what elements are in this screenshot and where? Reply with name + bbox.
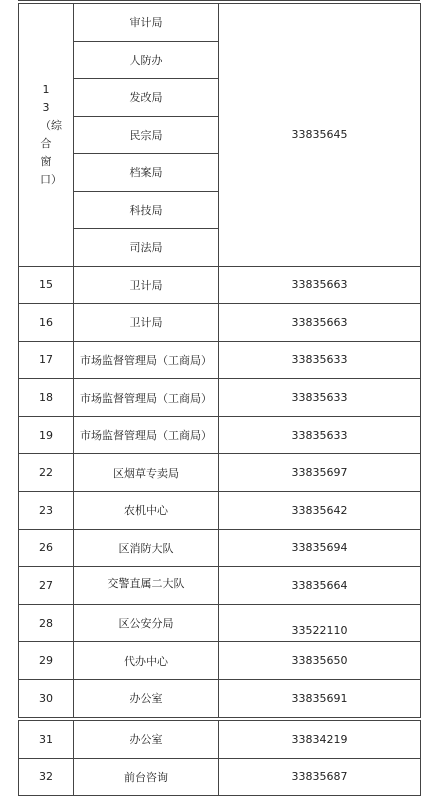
phone-cell: 33835642: [219, 492, 421, 530]
department-cell: 民宗局: [74, 116, 219, 154]
table-row: [19, 642, 421, 680]
table-row: [19, 567, 421, 605]
table-row: [19, 304, 421, 342]
table-row: [19, 416, 421, 454]
table-row: [19, 379, 421, 417]
department-cell: 办公室: [74, 721, 219, 759]
department-cell: 农机中心: [74, 492, 219, 530]
window-number: 30: [19, 680, 74, 718]
department-cell: 办公室: [74, 680, 219, 718]
phone-cell: 33835645: [219, 4, 421, 267]
department-cell: 市场监督管理局（工商局）: [74, 341, 219, 379]
department-cell: 区公安分局: [74, 604, 219, 642]
department-cell: 区消防大队: [74, 529, 219, 567]
phone-cell: 33835691: [219, 680, 421, 718]
department-cell: 审计局: [74, 4, 219, 42]
phone-cell: 33835697: [219, 454, 421, 492]
table-row: [19, 4, 421, 42]
window-number: 28: [19, 604, 74, 642]
window-number: 13（综合窗口）: [40, 82, 62, 186]
table-row: [19, 758, 421, 796]
table-row: [19, 492, 421, 530]
phone-cell: 33835650: [219, 642, 421, 680]
window-number: 22: [19, 454, 74, 492]
department-cell: 档案局: [74, 154, 219, 192]
window-number-cell: [19, 4, 74, 267]
window-number: 26: [19, 529, 74, 567]
department-cell: 交警直属二大队: [74, 567, 219, 605]
department-cell: 代办中心: [74, 642, 219, 680]
window-number: 23: [19, 492, 74, 530]
department-cell: 卫计局: [74, 304, 219, 342]
window-phone-table-continued: [18, 720, 421, 796]
department-cell: 区烟草专卖局: [74, 454, 219, 492]
department-cell: 前台咨询: [74, 758, 219, 796]
table-row: [19, 604, 421, 642]
window-number: 29: [19, 642, 74, 680]
phone-cell: 33835663: [219, 266, 421, 304]
department-cell: 市场监督管理局（工商局）: [74, 416, 219, 454]
window-phone-table: [18, 3, 421, 718]
window-number: 18: [19, 379, 74, 417]
phone-cell: 33835633: [219, 379, 421, 417]
department-cell: 人防办: [74, 41, 219, 79]
department-cell: 司法局: [74, 229, 219, 267]
window-number: 15: [19, 266, 74, 304]
phone-cell: 33835694: [219, 529, 421, 567]
table-row: [19, 341, 421, 379]
phone-cell: 33834219: [219, 721, 421, 759]
top-border: [18, 0, 420, 1]
table-row: [19, 266, 421, 304]
phone-cell: 33835687: [219, 758, 421, 796]
table-row: [19, 721, 421, 759]
window-number: 32: [19, 758, 74, 796]
phone-cell: 33835633: [219, 416, 421, 454]
window-number: 19: [19, 416, 74, 454]
phone-cell: 33835663: [219, 304, 421, 342]
table-row: [19, 680, 421, 718]
window-number: 17: [19, 341, 74, 379]
window-number: 16: [19, 304, 74, 342]
department-cell: 市场监督管理局（工商局）: [74, 379, 219, 417]
table-row: [19, 529, 421, 567]
department-cell: 卫计局: [74, 266, 219, 304]
department-cell: 科技局: [74, 191, 219, 229]
window-number: 31: [19, 721, 74, 759]
department-cell: 发改局: [74, 79, 219, 117]
phone-cell: 33522110: [219, 604, 421, 642]
table-row: [19, 454, 421, 492]
phone-cell: 33835664: [219, 567, 421, 605]
phone-cell: 33835633: [219, 341, 421, 379]
window-number: 27: [19, 567, 74, 605]
